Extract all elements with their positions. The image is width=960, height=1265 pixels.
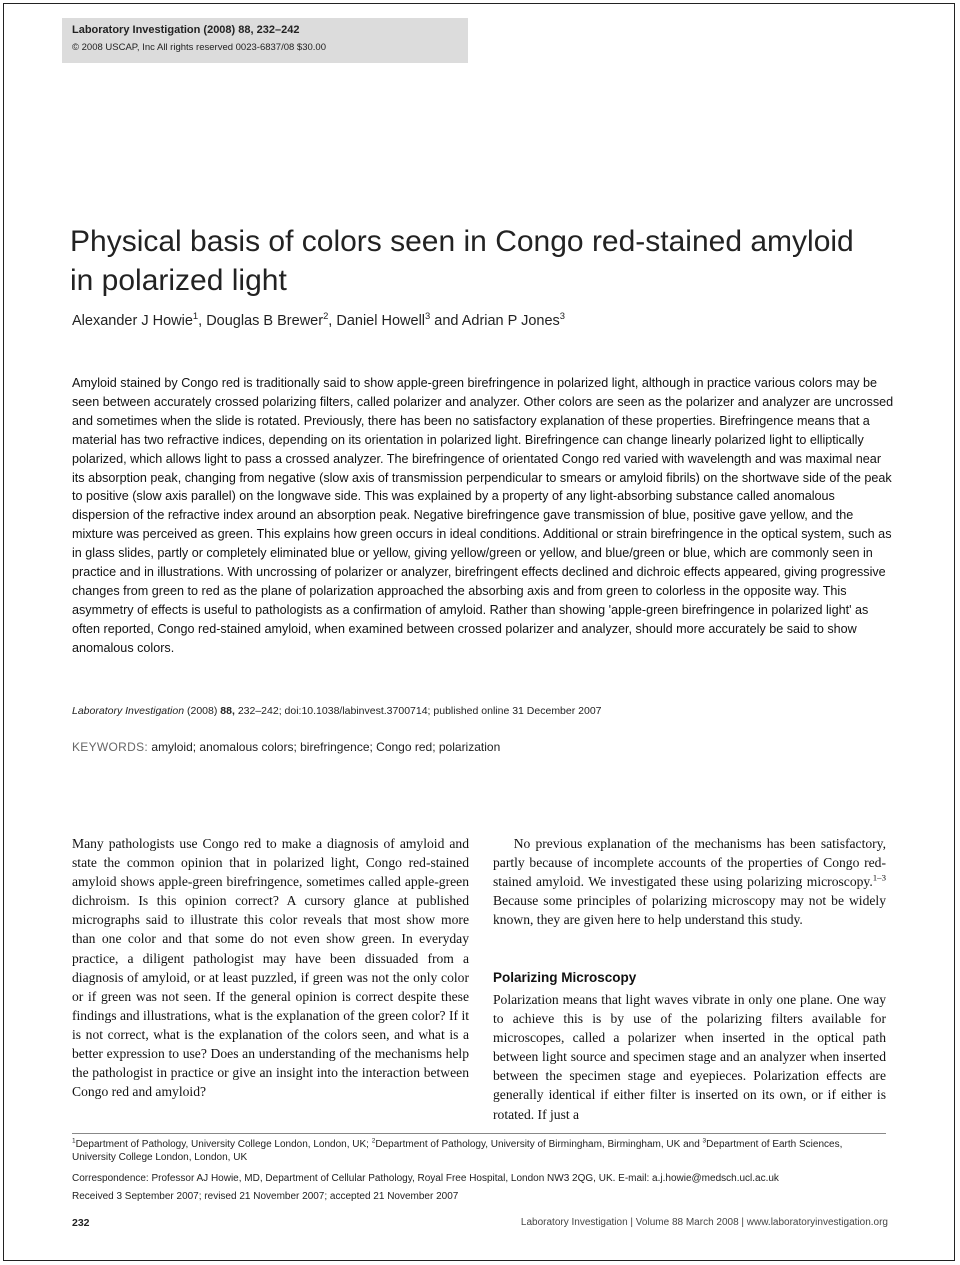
affiliation-text: Department of Pathology, University of Birmingham, Birmingham, UK and — [375, 1139, 703, 1150]
affiliation-marker: 2 — [371, 1137, 376, 1145]
reference-marker: 1–3 — [872, 872, 886, 883]
author-list: Alexander J Howie$^1$, Douglas B Brewer$^2$, Daniel Howell$^3$ and Adrian P Jones$^3$ — [72, 310, 566, 329]
page-number: 232 — [72, 1217, 90, 1229]
copyright-notice: © 2008 USCAP, Inc All rights reserved 0023-6837/08 $30.00 — [72, 42, 326, 53]
author-affiliation-marker: 3 — [425, 310, 431, 322]
footnote-divider — [72, 1133, 886, 1134]
citation-journal: Laboratory Investigation — [72, 705, 185, 717]
body-right-intro — [493, 834, 886, 929]
intro-text-continued: Because some principles of polarizing microscopy may not be widely known, they are given here to help understand this study. — [493, 893, 886, 928]
author-affiliation-marker: 2 — [323, 310, 329, 322]
affiliation-marker: 1 — [72, 1137, 76, 1145]
affiliation-text: Department of Earth Sciences, University College London, London, UK — [72, 1139, 843, 1163]
citation-year: (2008) — [187, 705, 218, 717]
citation-volume: 88, — [220, 705, 235, 717]
article-citation — [72, 705, 602, 717]
intro-text: No previous explanation of the mechanisms has been satisfactory, partly because of incomplete accounts of the properties of Congo red-stained amyloid. We investigated these using polarizing microscopy. — [493, 836, 886, 890]
received-dates: Received 3 September 2007; revised 21 November 2007; accepted 21 November 2007 — [72, 1191, 459, 1202]
author-affiliation-marker: 3 — [559, 310, 566, 322]
author-name: Douglas B Brewer — [206, 313, 324, 329]
keywords-list: amyloid; anomalous colors; birefringence; Congo red; polarization — [151, 740, 501, 754]
citation-details: 232–242; doi:10.1038/labinvest.3700714; published online 31 December 2007 — [237, 705, 602, 717]
author-name: Alexander J Howie — [72, 313, 193, 329]
affiliation-marker: 3 — [702, 1137, 707, 1145]
body-left-column: Many pathologists use Congo red to make a diagnosis of amyloid and state the common opinion that in polarized light, Congo red-stained amyloid shows apple-green birefringence, sometimes called apple-green dichroism. Is this opinion correct? A cursory glance at published micrographs said to illustrate this color reveals that most show more than one color and that some do not even show green. In everyday practice, a diligent pathologist may have been dissuaded from a diagnosis of amyloid, or at least puzzled, if green was not the only color or if green was not seen. If the general opinion is correct despite these findings and illustrations, what is the explanation of the green color? If it is not correct, what is the explanation of the colors seen, and what is a better expression to use? Does an understanding of the mechanisms help the pathologist in practice or give an insight into the interaction between Congo red and amyloid? — [72, 836, 469, 1100]
affiliations-footnote — [72, 1138, 886, 1164]
author-name: Adrian P Jones — [461, 313, 560, 329]
correspondence-footnote: Correspondence: Professor AJ Howie, MD, Department of Cellular Pathology, Royal Free Hospital, London NW3 2QG, UK. E-mail: a.j.howie@medsch.ucl.ac.uk — [72, 1173, 779, 1184]
running-footer: Laboratory Investigation | Volume 88 March 2008 | www.laboratoryinvestigation.org — [520, 1217, 888, 1228]
abstract: Amyloid stained by Congo red is traditionally said to show apple-green birefringence in polarized light, although in practice various colors may be seen between accurately crossed polarizing filters, called polarizer and analyzer. Other colors are seen as the polarizer and analyzer are uncrossed and sometimes when the slide is rotated. Previously, there has been no satisfactory explanation of these properties. Birefringence means that a material has two refractive indices, depending on its orientation in polarized light. Birefringence can change linearly polarized light to elliptically polarized, which allows light to pass a crossed analyzer. The birefringence of orientated Congo red varied with wavelength and was maximal near its absorption peak, changing from negative (slow axis of transmission perpendicular to smears or amyloid fibrils) on the shortwave side of the peak to positive (slow axis parallel) on the longwave side. This was explained by a property of any light-absorbing substance called anomalous dispersion of the refractive index around an absorption peak. Negative birefringence gave transmission of blue, positive gave yellow, and the mixture was perceived as green. This explains how green occurs in ideal conditions. Additional or strain birefringence in the optical system, such as in glass slides, partly or completely eliminated blue or yellow, giving yellow/green or yellow, and blue/green or blue, which are commonly seen in practice and in illustrations. With uncrossing of polarizer or analyzer, birefringent effects declined and dichroic effects appeared, giving progressive changes from green to red as the plane of polarization approached the absorbing axis and from green to colorless in the opposite way. This asymmetry of effects is useful to pathologists as a confirmation of amyloid. Rather than showing 'apple-green birefringence in polarized light' as often reported, Congo red-stained amyloid, when examined between crossed polarizer and analyzer, should more accurately be said to show anomalous colors. — [72, 376, 894, 655]
author-affiliation-marker: 1 — [192, 310, 199, 322]
article-title: Physical basis of colors seen in Congo red-stained amyloid in polarized light — [70, 225, 854, 297]
affiliation-text: Department of Pathology, University College London, London, UK; — [75, 1139, 372, 1150]
journal-citation: Laboratory Investigation (2008) 88, 232–242 — [72, 24, 300, 36]
keywords — [72, 740, 500, 754]
author-name: Daniel Howell — [336, 313, 426, 329]
keywords-label: KEYWORDS: — [72, 740, 149, 754]
section-heading: Polarizing Microscopy — [493, 970, 637, 985]
section-body: Polarization means that light waves vibrate in only one plane. One way to achieve this is by use of the polarizing filters available for microscopes, called a polarizer when inserted in the optical path between light source and specimen stage and an analyzer when inserted between the specimen stage and eyepieces. Polarization effects are generally identical if either filter is inserted on its own, or if either is rotated. If just a — [493, 992, 886, 1122]
